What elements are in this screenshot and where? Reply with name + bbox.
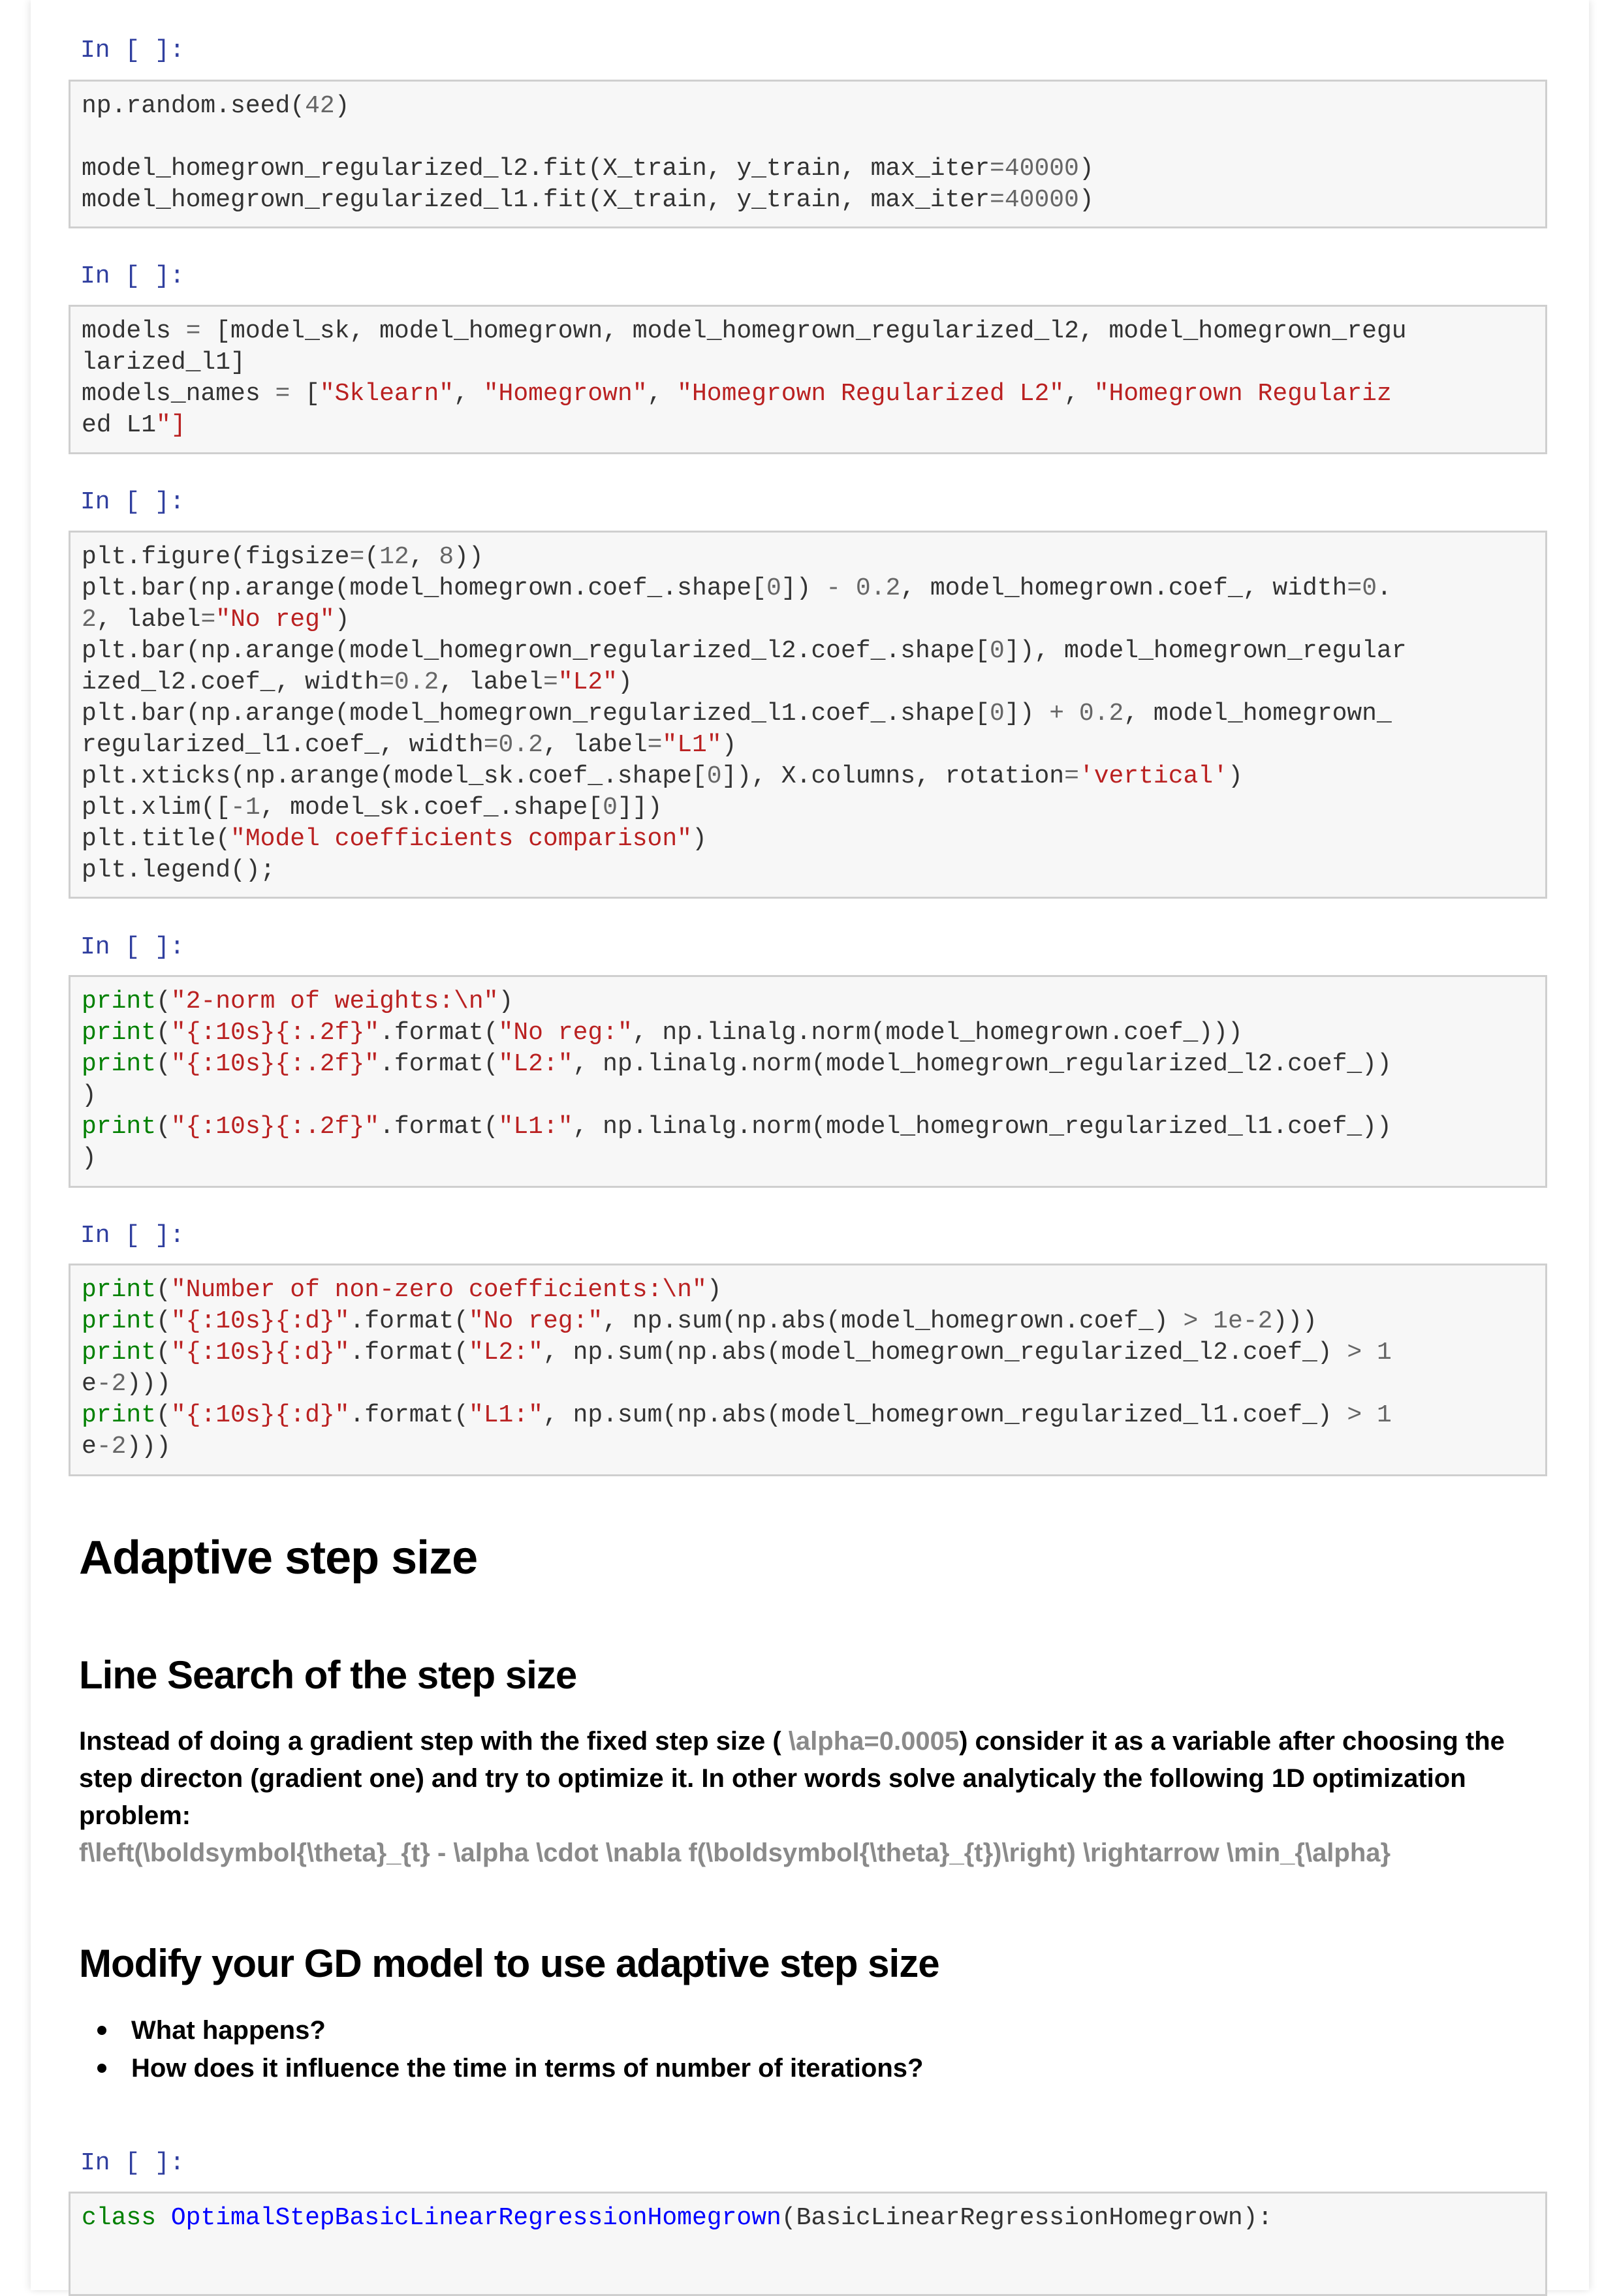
cell-prompt: In [ ]: xyxy=(80,933,185,961)
code-cell[interactable] xyxy=(69,975,1547,1188)
heading-modify-gd: Modify your GD model to use adaptive step size xyxy=(79,1942,939,1985)
paragraph-text: Instead of doing a gradient step with the fixed step size ( xyxy=(79,1727,789,1756)
code-text: print("2-norm of weights:\n") print("{:10s}{:.2f}".format("No reg:", np.linalg.norm(model_homegrown.coef_))) print("{:10s}{:.2f}".format("L2:", np.linalg.norm(model_homegrown_regularized_l2.coef_)) ) print("{:10s}{:.2f}".format("L1:", np.linalg.norm(model_homegrown_regularized_l1.coef_)) ) xyxy=(82,987,1392,1172)
code-text: print("Number of non-zero coefficients:\n") print("{:10s}{:d}".format("No reg:", np.sum(np.abs(model_homegrown.coef_) > 1e-2))) print("{:10s}{:d}".format("L2:", np.sum(np.abs(model_homegrown_regularized_l2.coef_) > 1 e-2))) print("{:10s}{:d}".format("L1:", np.sum(np.abs(model_homegrown_regularized_l1.coef_) > 1 e-2))) xyxy=(82,1276,1392,1461)
cell-prompt: In [ ]: xyxy=(80,37,185,65)
code-cell[interactable] xyxy=(69,531,1547,899)
heading-adaptive-step-size: Adaptive step size xyxy=(79,1532,478,1584)
code-text: models = [model_sk, model_homegrown, model_homegrown_regularized_l2, model_homegrown_regu larized_l1] models_names = ["Sklearn", "Homegrown", "Homegrown Regularized L2", "Homegrown Regulariz ed L1"] xyxy=(82,317,1407,439)
code-cell[interactable] xyxy=(69,80,1547,228)
display-math: f\left(\boldsymbol{\theta}_{t} - \alpha \cdot \nabla f(\boldsymbol{\theta}_{t})\right) \rightarrow \min_{\alpha} xyxy=(79,1838,1391,1867)
bullet-icon xyxy=(97,2064,106,2073)
code-text: np.random.seed(42) model_homegrown_regularized_l2.fit(X_train, y_train, max_iter=40000) model_homegrown_regularized_l1.fit(X_train, y_train, max_iter=40000) xyxy=(82,92,1094,214)
code-cell[interactable] xyxy=(69,305,1547,454)
heading-line-search: Line Search of the step size xyxy=(79,1653,577,1697)
code-text: plt.figure(figsize=(12, 8)) plt.bar(np.arange(model_homegrown.coef_.shape[0]) - 0.2, model_homegrown.coef_, width=0. 2, label="No reg") plt.bar(np.arange(model_homegrown_regularized_l2.coef_.shape[0]), model_homegrown_regular ized_l2.coef_, width=0.2, label="L2") plt.bar(np.arange(model_homegrown_regularized_l1.coef_.shape[0]) + 0.2, model_homegrown_ regularized_l1.coef_, width=0.2, label="L1") plt.xticks(np.arange(model_sk.coef_.shape[0]), X.columns, rotation='vertical') plt.xlim([-1, model_sk.coef_.shape[0]]) plt.title("Model coefficients comparison") plt.legend(); xyxy=(82,543,1407,884)
code-cell[interactable] xyxy=(69,2192,1547,2296)
list-item xyxy=(79,2011,923,2049)
markdown-paragraph xyxy=(79,1723,1541,1872)
code-cell[interactable] xyxy=(69,1264,1547,1476)
code-text: class OptimalStepBasicLinearRegressionHomegrown(BasicLinearRegressionHomegrown): xyxy=(82,2204,1273,2232)
cell-prompt: In [ ]: xyxy=(80,1222,185,1250)
list-item-text: How does it influence the time in terms of number of iterations? xyxy=(131,2054,924,2083)
bullet-list xyxy=(79,2011,923,2087)
cell-prompt: In [ ]: xyxy=(80,262,185,290)
list-item xyxy=(79,2049,923,2087)
bullet-icon xyxy=(97,2026,106,2035)
cell-prompt: In [ ]: xyxy=(80,2149,185,2177)
inline-math: \alpha=0.0005 xyxy=(788,1727,960,1756)
list-item-text: What happens? xyxy=(131,2016,326,2045)
paragraph-text: ) consider it as a variable after choosing the step directon (gradient one) and try to optimize it. In other words solve analyticaly the following 1D optimization problem: xyxy=(79,1727,1505,1830)
cell-prompt: In [ ]: xyxy=(80,488,185,516)
